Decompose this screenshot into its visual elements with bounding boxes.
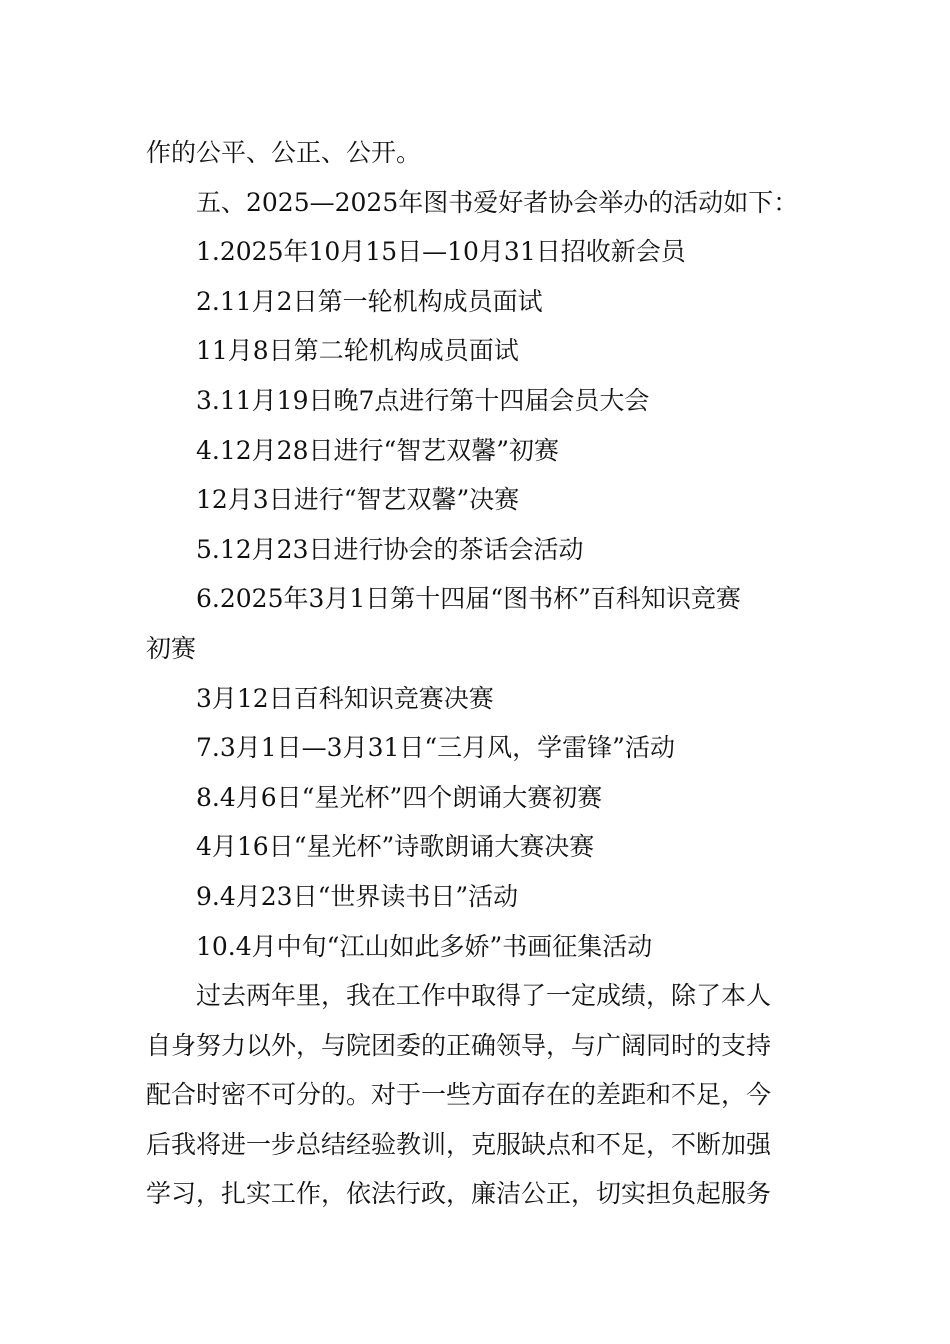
text-line: 7.3月1日—3月31日“三月风，学雷锋”活动 <box>196 733 675 763</box>
text-line: 1.2025年10月15日—10月31日招收新会员 <box>196 237 686 267</box>
text-line: 9.4月23日“世界读书日”活动 <box>196 881 519 911</box>
text-line: 11月8日第二轮机构成员面试 <box>196 336 519 366</box>
text-line: 过去两年里，我在工作中取得了一定成绩，除了本人 <box>196 981 772 1011</box>
text-line: 10.4月中旬“江山如此多娇”书画征集活动 <box>196 931 653 961</box>
text-line: 后我将进一步总结经验教训，克服缺点和不足，不断加强 <box>146 1129 772 1159</box>
text-line: 初赛 <box>146 633 197 663</box>
text-line: 12月3日进行“智艺双馨”决赛 <box>196 485 520 515</box>
text-line: 4.12月28日进行“智艺双馨”初赛 <box>196 435 560 465</box>
text-line: 3月12日百科知识竞赛决赛 <box>196 683 494 713</box>
text-line: 作的公平、公正、公开。 <box>146 138 422 167</box>
text-line: 2.11月2日第一轮机构成员面试 <box>196 286 543 316</box>
document-body <box>146 128 810 1219</box>
text-line: 配合时密不可分的。对于一些方面存在的差距和不足，今 <box>146 1080 772 1110</box>
text-line: 自身努力以外，与院团委的正确领导，与广阔同时的支持 <box>146 1030 772 1060</box>
text-line: 5.12月23日进行协会的茶话会活动 <box>196 534 584 564</box>
text-line: 4月16日“星光杯”诗歌朗诵大赛决赛 <box>196 832 595 862</box>
text-line: 3.11月19日晚7点进行第十四届会员大会 <box>196 385 650 415</box>
text-line: 学习，扎实工作，依法行政，廉洁公正，切实担负起服务 <box>146 1179 772 1209</box>
text-line: 五、2025—2025年图书爱好者协会举办的活动如下： <box>196 187 799 217</box>
text-line: 8.4月6日“星光杯”四个朗诵大赛初赛 <box>196 782 603 812</box>
text-line: 6.2025年3月1日第十四届“图书杯”百科知识竞赛 <box>196 584 741 614</box>
